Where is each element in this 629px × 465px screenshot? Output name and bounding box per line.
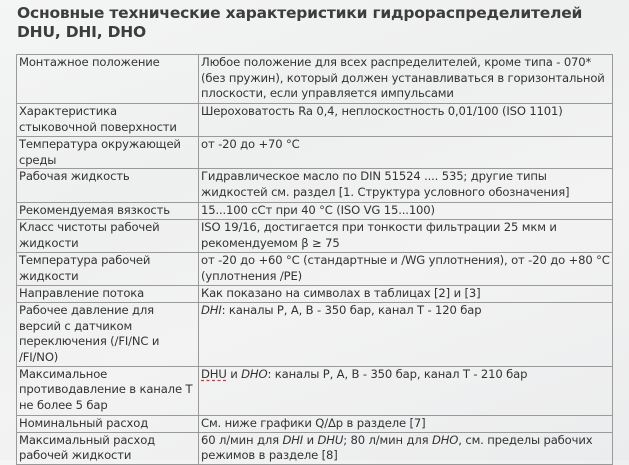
value-fragment: DHU [317,432,344,447]
value-fragment: DHO [431,432,459,447]
value-fragment: DHI [201,303,222,318]
row-label: Температура рабочей жидкости [17,253,199,286]
row-value [199,432,613,464]
row-label: Максимальное противодавление в канале T не более 5 бар [17,366,199,415]
row-value: от -20 до +70 °C [199,137,613,169]
value-fragment: , см. пределы рабочих режимов в разделе [8] [201,432,593,463]
row-value: Гидравлическое масло по DIN 51524 .... 535; другие типы жидкостей см. раздел [1. Структура условного обозначения] [199,169,613,203]
table-row [17,220,613,253]
row-label: Характеристика стыковочной поверхности [17,104,199,137]
value-fragment: и [303,432,318,447]
page-title: Основные технические характеристики гидрораспределителей DHU, DHI, DHO [17,4,583,41]
table-row [17,415,613,432]
row-label: Рабочая жидкость [17,169,199,203]
row-value: ISO 19/16, достигается при тонкости фильтрации 25 мкм и рекомендуемом β ≥ 75 [199,220,613,253]
table-row [17,55,613,104]
row-label: Направление потока [17,286,199,303]
row-value [199,303,613,366]
row-label: Класс чистоты рабочей жидкости [17,220,199,253]
row-label: Температура окружающей среды [17,137,199,169]
value-fragment: : каналы P, A, B - 350 бар, канал T - 210 бар [267,366,528,381]
table-row [17,286,613,303]
table-row [17,104,613,137]
row-value: Как показано на символах в таблицах [2] и [3] [199,286,613,303]
table-row [17,303,613,366]
value-fragment: DHO [241,366,268,381]
row-value: Любое положение для всех распределителей, кроме типа - 070* (без пружин), который должен устанавливаться в горизонтальной плоскости, если управляется импульсами [199,55,613,104]
value-fragment: и [226,366,242,381]
spellcheck-word: DHU [201,366,227,381]
table-row [17,253,613,286]
value-fragment: DHI [282,432,304,447]
value-fragment: : каналы P, A, B - 350 бар, канал T - 120 бар [221,303,482,318]
table-row [17,203,613,220]
row-label: Рабочее давление для версий с датчиком переключения (/FI/NC и /FI/NO) [17,303,199,366]
row-value: 15...100 сСт при 40 °C (ISO VG 15...100) [199,203,613,220]
table-row [17,366,613,415]
row-label: Монтажное положение [17,55,199,104]
row-label: Максимальный расход рабочей жидкости [17,432,199,464]
value-fragment: 60 л/мин для [201,432,283,447]
spec-table [16,54,613,465]
value-fragment: ; 80 л/мин для [343,432,432,447]
row-label: Рекомендуемая вязкость [17,203,199,220]
table-row [17,432,613,464]
row-value: от -20 до +60 °C (стандартные и /WG уплотнения), от -20 до +80 °C (уплотнения /PE) [199,253,613,286]
table-row [17,169,613,203]
spec-table-body [17,55,613,465]
row-value [199,366,613,415]
table-row [17,137,613,169]
row-value: Шероховатость Ra 0,4, неплоскостность 0,01/100 (ISO 1101) [199,104,613,137]
row-label: Номинальный расход [17,415,199,432]
row-value: См. ниже графики Q/Δp в разделе [7] [199,415,613,432]
